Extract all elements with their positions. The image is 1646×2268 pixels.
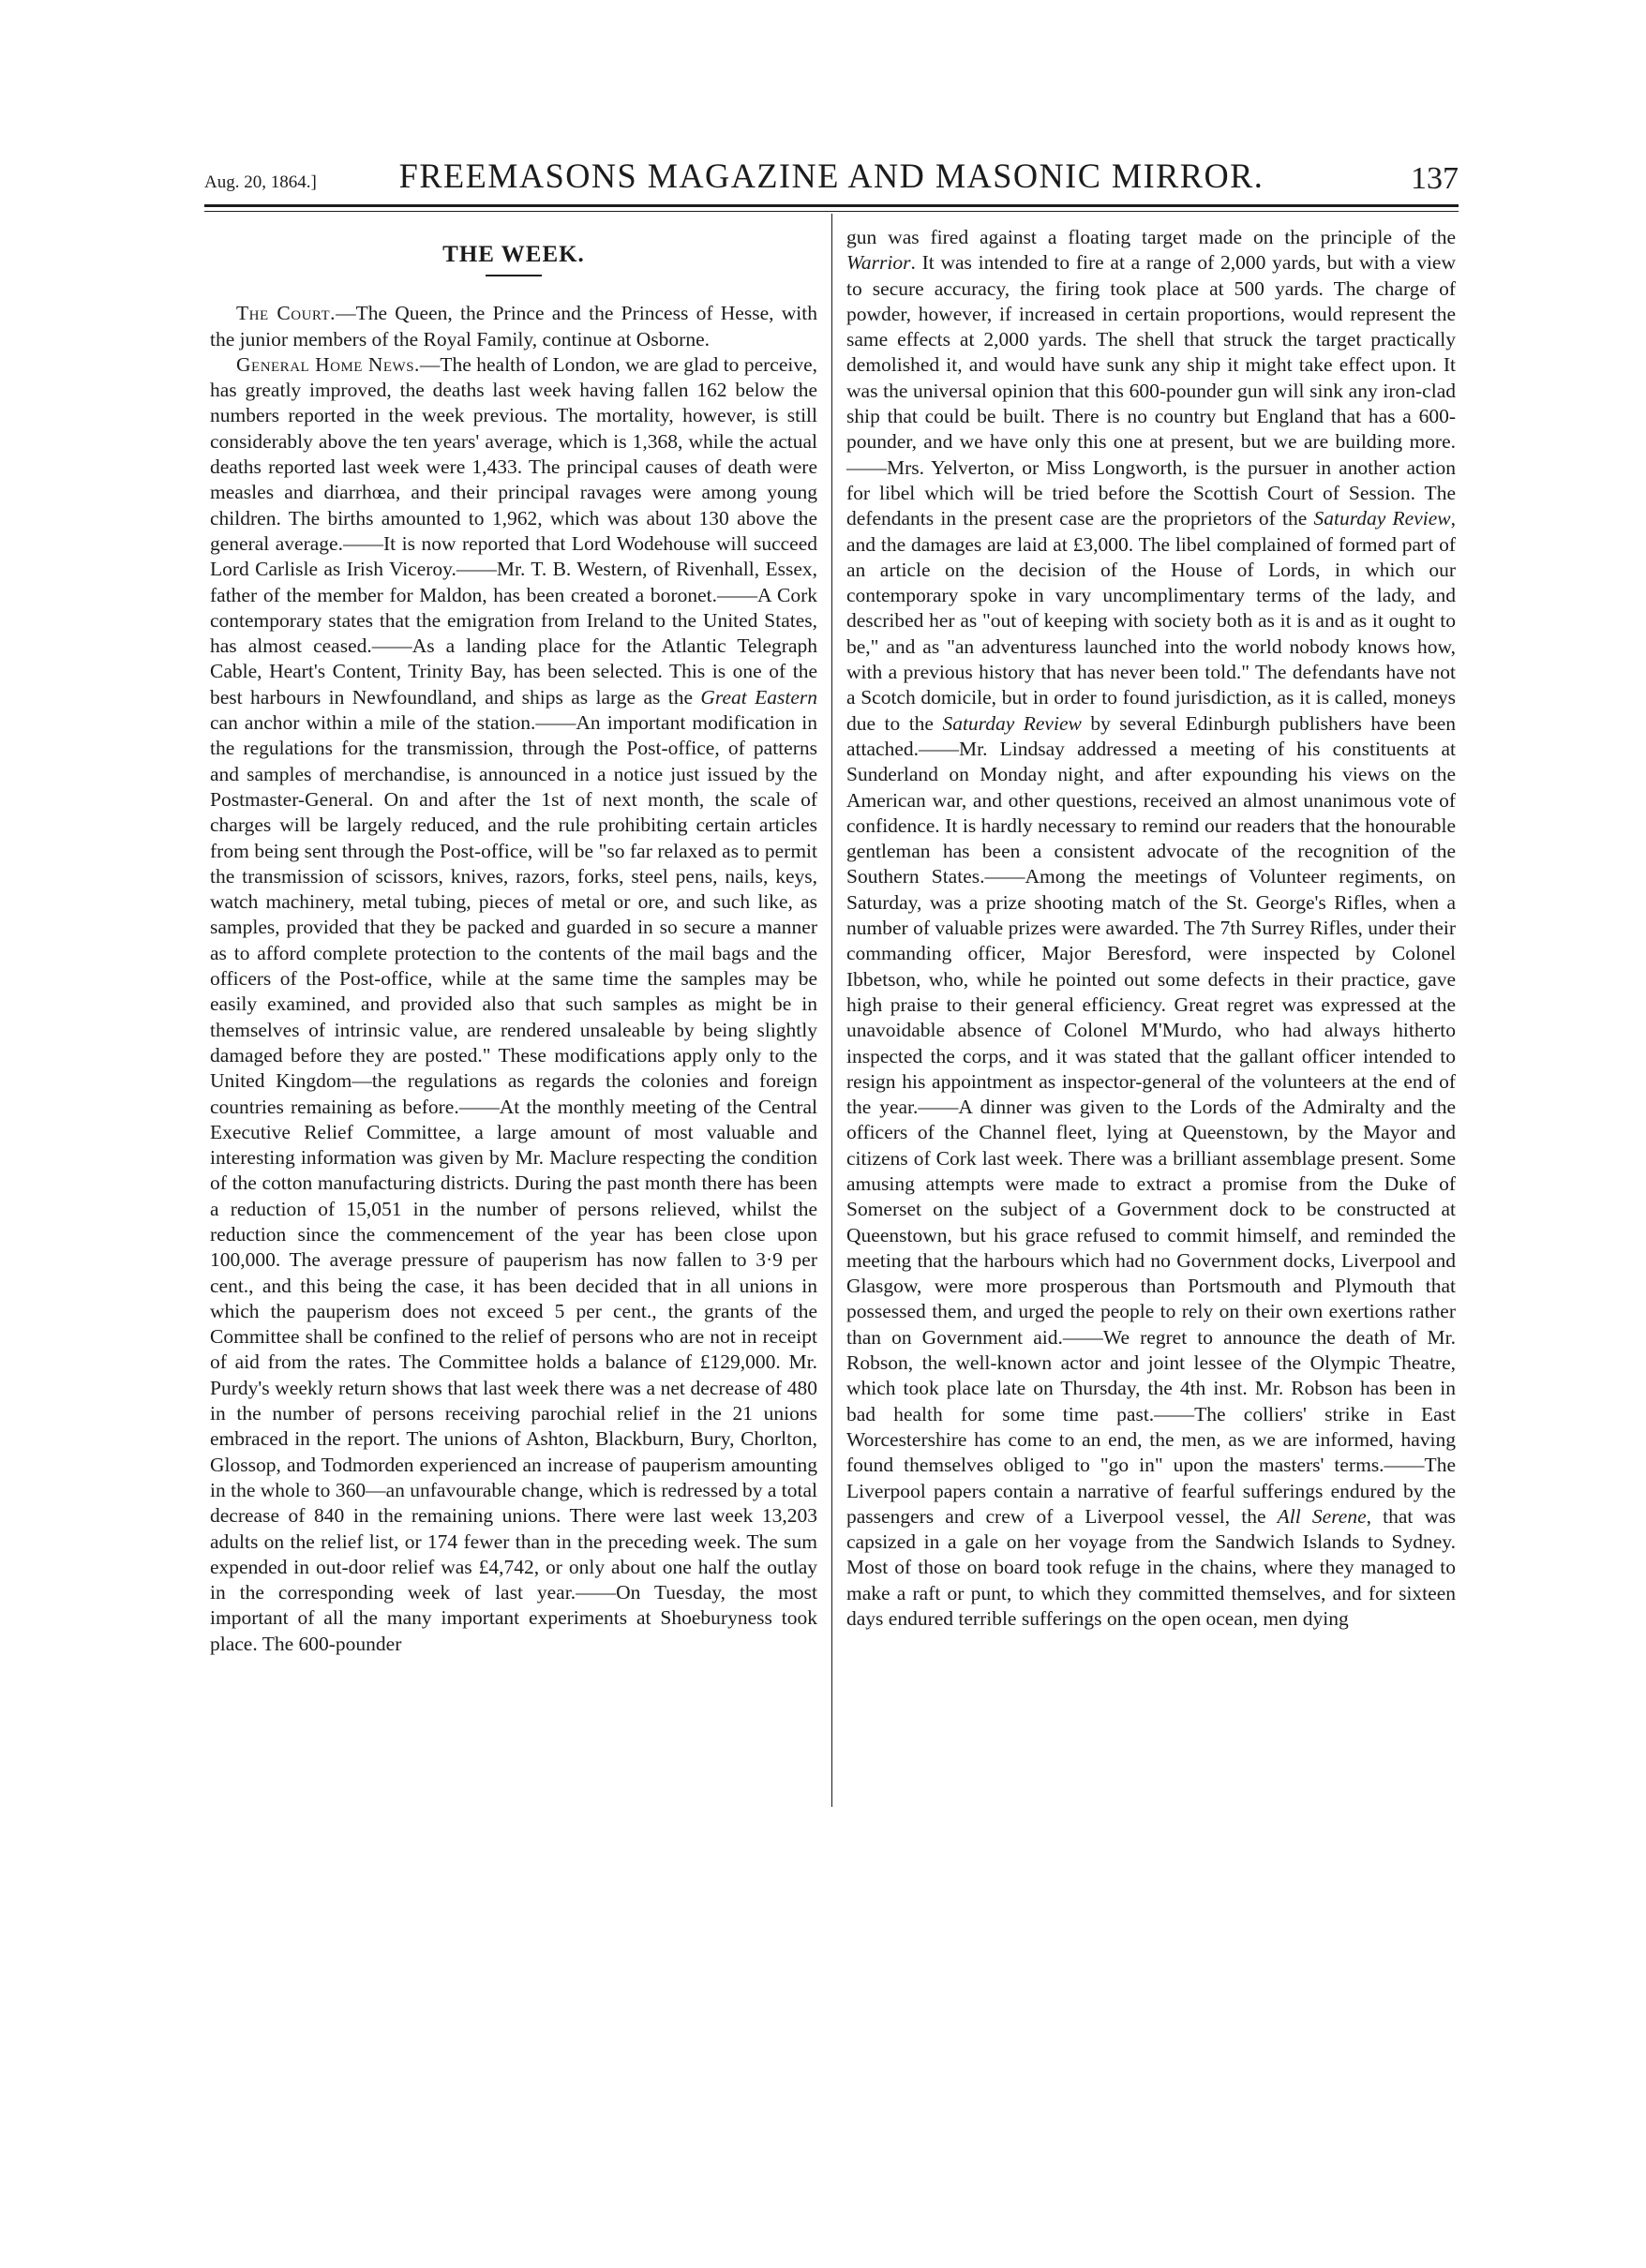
right-text-3: , and the damages are laid at £3,000. The libel complained of formed part of an article on the decision of the House of Lords, in which our contemporary spoke in vary uncomplimentary terms of the lady, and described her as "out of keeping with society both as it is and as it ought to be," and as "an adventuress launched into the world nobody knows how, with a previous history that has never been told." The defendants have not a Scotch domicile, but in order to found jurisdiction, as it is called, moneys due to the [846,507,1456,735]
right-column [846,225,1456,1632]
right-text-4: by several Edinburgh publishers have been attached.——Mr. Lindsay addressed a meeting of his constituents at Sunderland on Monday night, and after expounding his views on the American war, and other questions, received an almost unanimous vote of confidence. It is hardly necessary to remind our readers that the honourable gentleman has been a consistent advocate of the recognition of the Southern States.——Among the meetings of Volunteer regiments, on Saturday, was a prize shooting match of the St. George's Rifles, when a number of valuable prizes were awarded. The 7th Surrey Rifles, under their commanding officer, Major Beresford, were inspected by Colonel Ibbetson, who, while he pointed out some defects in their practice, gave high praise to their general efficiency. Great regret was expressed at the unavoidable absence of Colonel M'Murdo, who had always hitherto inspected the corps, and it was stated that the gallant officer intended to resign his appointment as inspector-general of the volunteers at the end of the year.——A dinner was given to the Lords of the Admiralty and the officers of the Channel fleet, lying at Queenstown, by the Mayor and citizens of Cork last week. There was a brilliant assemblage present. Some amusing attempts were made to extract a promise from the Duke of Somerset on the subject of a Government dock to be constructed at Queenstown, but his grace refused to commit himself, and reminded the meeting that the harbours which had no Government docks, Liverpool and Glasgow, were more prosperous than Portsmouth and Plymouth that possessed them, and urged the people to rely on their own exertions rather than on Government aid.——We regret to announce the death of Mr. Robson, the well-known actor and joint lessee of the Olympic Theatre, which took place late on Thursday, the 4th inst. Mr. Robson has been in bad health for some time past.——The colliers' strike in East Worcestershire has come to an end, the men, as we are informed, having found themselves obliged to "go in" upon the masters' terms.——The Liverpool papers contain a narrative of fearful sufferings endured by the passengers and crew of a Liverpool vessel, the [846,711,1456,1528]
page-number: 137 [1411,161,1459,196]
right-text-5: , that was capsized in a gale on her voyage from the Sandwich Islands to Sydney. Most of those on board took refuge in the chains, where they managed to make a raft or punt, to which they committed themselves, and for sixteen days endured terrible sufferings on the open ocean, men dying [846,1504,1456,1631]
right-text-1: gun was fired against a floating target made on the principle of the [846,226,1456,248]
court-paragraph [210,301,817,352]
publication-title: FREEMASONS MAGAZINE AND MASONIC MIRROR. [398,157,1264,196]
left-column [210,225,817,1657]
article-title: THE WEEK. [442,242,585,267]
newspaper-name: Saturday Review [1313,507,1451,530]
home-news-text-1: —The health of London, we are glad to perceive, has greatly improved, the deaths last week having fallen 162 below the numbers reported in the week previous. The mortality, however, is still considerably above the ten years' average, which is 1,368, while the actual deaths reported last week were 1,433. The principal causes of death were measles and diarrhœa, and their principal ravages were among young children. The births amounted to 1,962, which was about 130 above the general average.——It is now reported that Lord Wodehouse will succeed Lord Carlisle as Irish Viceroy.——Mr. T. B. Western, of Rivenhall, Essex, father of the member for Maldon, has been created a boronet.——A Cork contemporary states that the emigration from Ireland to the United States, has almost ceased.——As a landing place for the Atlantic Telegraph Cable, Heart's Content, Trinity Bay, has been selected. This is one of the best harbours in Newfoundland, and ships as large as the [210,352,818,709]
home-news-text-2: can anchor within a mile of the station.——An important modification in the regulations for the transmission, through the Post-office, of patterns and samples of merchandise, is announced in a notice just issued by the Postmaster-General. On and after the 1st of next month, the scale of charges will be largely reduced, and the rule prohibiting certain articles from being sent through the Post-office, will be "so far relaxed as to permit the transmission of scissors, knives, razors, forks, steel pens, nails, keys, watch machinery, metal tubing, pieces of metal or ore, and such like, as samples, provided that they be packed and guarded in so secure a manner as to afford complete protection to the contents of the mail bags and the officers of the Post-office, while at the same time the samples may be easily examined, and provided also that such samples as might be in themselves of intrinsic value, are rendered unsaleable by being slightly damaged before they are posted." These modifications apply only to the United Kingdom—the regulations as regards the colonies and foreign countries remaining as before.——At the monthly meeting of the Central Executive Relief Committee, a large amount of most valuable and interesting information was given by Mr. Maclure respecting the condition of the cotton manufacturing districts. During the past month there has been a reduction of 15,051 in the number of persons relieved, whilst the reduction since the commencement of the year has been close upon 100,000. The average pressure of pauperism has now fallen to 3·9 per cent., and this being the case, it has been decided that in all unions in which the pauperism does not exceed 5 per cent., the grants of the Committee shall be confined to the relief of persons who are not in receipt of aid from the rates. The Committee holds a balance of £129,000. Mr. Purdy's weekly return shows that last week there was a net decrease of 480 in the number of persons receiving parochial relief in the 21 unions embraced in the report. The unions of Ashton, Blackburn, Bury, Chorlton, Glossop, and Todmorden experienced an increase of pauperism amounting in the whole to 360—an unfavourable change, which is redressed by a total decrease of 840 in the remaining unions. There were last week 13,203 adults on the relief list, or 174 fewer than in the preceding week. The sum expended in out-door relief was £4,742, or only about one half the outlay in the corresponding week of last year.——On Tuesday, the most important of all the many important experiments at Shoeburyness took place. The 600-pounder [210,711,817,1655]
newspaper-name: Saturday Review [942,711,1082,735]
header-rule-thin [204,211,1459,212]
right-text-2: . It was intended to fire at a range of 2,000 yards, but with a view to secure accuracy, the firing took place at 500 yards. The charge of powder, however, if increased in certain proportions, would represent the same effects at 2,000 yards. The shell that struck the target practically demolished it, and would have sunk any ship it might take effect upon. It was the universal opinion that this 600-pounder gun will sink any iron-clad ship that could be built. There is no country but England that has a 600-pounder, and we have only this one at present, but we are building more.——Mrs. Yelverton, or Miss Longworth, is the pursuer in another action for libel which will be tried before the Scottish Court of Session. The defendants in the present case are the proprietors of the [846,251,1456,530]
ship-name: All Serene [1277,1504,1367,1528]
ship-name: Great Eastern [700,685,817,709]
header-rule-thick [204,204,1459,207]
court-heading: The Court. [236,302,337,325]
home-news-heading: General Home News. [236,352,420,376]
home-news-paragraph [210,352,817,1657]
ship-name: Warrior [846,251,911,275]
continued-paragraph [846,225,1456,1632]
running-head [204,150,1459,197]
title-rule [486,275,542,276]
column-divider [831,214,832,1807]
court-text: —The Queen, the Prince and the Princess of Hesse, with the junior members of the Royal Family, continue at Osborne. [210,302,817,351]
issue-date: Aug. 20, 1864.] [204,172,317,192]
